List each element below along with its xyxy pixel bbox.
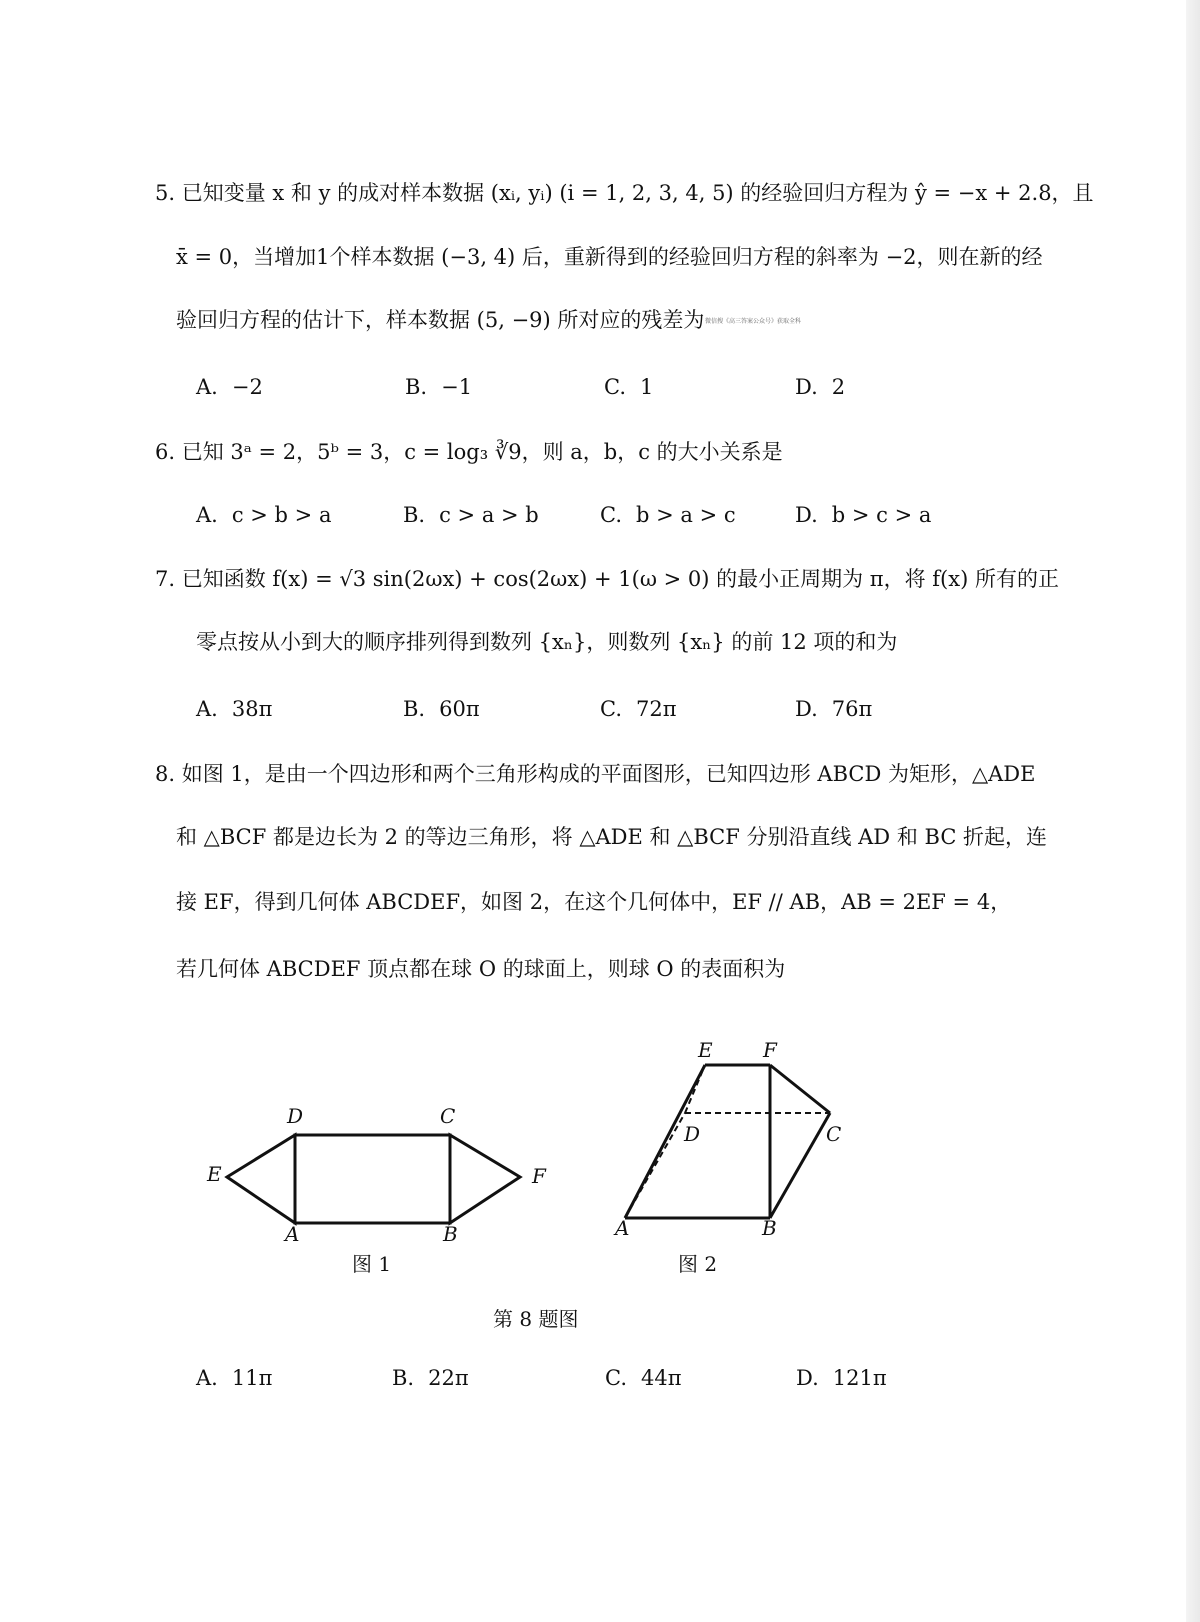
- label-a: A: [615, 1216, 630, 1240]
- q5-option-d: [795, 372, 845, 402]
- label-c: C: [826, 1122, 842, 1146]
- edge-fc: [770, 1065, 830, 1113]
- q8-option-c: [605, 1363, 682, 1393]
- q6-line-1: 6. 已知 3ᵃ = 2，5ᵇ = 3，c = log₃ ∛9，则 a，b，c 的大小关系是: [155, 440, 783, 464]
- q6-option-a: [196, 500, 331, 530]
- edge-bc: [770, 1113, 830, 1218]
- option-letter: C.: [604, 375, 626, 399]
- figure-2-diagram: [610, 1035, 880, 1245]
- option-letter: C.: [600, 503, 622, 527]
- q7-line-2: 零点按从小到大的顺序排列得到数列 {xₙ}，则数列 {xₙ} 的前 12 项的和为: [196, 630, 898, 654]
- label-e: E: [698, 1038, 713, 1062]
- q7-option-d: [795, 694, 872, 724]
- option-letter: A.: [196, 1366, 218, 1390]
- option-text: c > b > a: [231, 503, 332, 527]
- option-letter: B.: [392, 1366, 415, 1390]
- q8-line-1: 8. 如图 1，是由一个四边形和两个三角形构成的平面图形，已知四边形 ABCD 为矩形，△ADE: [155, 762, 1036, 786]
- option-text: 72π: [636, 697, 677, 721]
- label-d: D: [684, 1122, 701, 1146]
- label-d: D: [287, 1104, 304, 1128]
- label-a: A: [285, 1222, 300, 1246]
- option-text: 11π: [231, 1366, 273, 1390]
- option-letter: C.: [605, 1366, 627, 1390]
- figure-1: [195, 1095, 575, 1255]
- option-text: b > a > c: [636, 503, 736, 527]
- option-text: 1: [640, 375, 654, 399]
- q5-option-b: [405, 372, 472, 402]
- figure-1-diagram: [195, 1095, 575, 1255]
- q5-option-a: [196, 372, 263, 402]
- figure-1-caption: 图 1: [352, 1252, 392, 1276]
- q6-option-b: [403, 500, 539, 530]
- q7-option-a: [196, 694, 272, 724]
- triangle-ade: [227, 1135, 295, 1223]
- q8-option-b: [392, 1363, 469, 1393]
- label-b: B: [762, 1216, 777, 1240]
- rectangle-abcd: [295, 1135, 450, 1223]
- option-text: −1: [441, 375, 473, 399]
- triangle-bcf: [450, 1135, 520, 1223]
- q5-line-1: 5. 已知变量 x 和 y 的成对样本数据 (xᵢ, yᵢ) (i = 1, 2, 3, 4, 5) 的经验回归方程为 ŷ = −x + 2.8，且: [155, 181, 1094, 205]
- option-letter: D.: [795, 697, 818, 721]
- figure-2-caption: 图 2: [678, 1252, 718, 1276]
- label-e: E: [207, 1162, 222, 1186]
- q7-line-1: 7. 已知函数 f(x) = √3 sin(2ωx) + cos(2ωx) + 1(ω > 0) 的最小正周期为 π，将 f(x) 所有的正: [155, 567, 1059, 591]
- q8-option-a: [196, 1363, 272, 1393]
- label-c: C: [440, 1104, 456, 1128]
- label-b: B: [443, 1222, 458, 1246]
- option-text: −2: [231, 375, 263, 399]
- option-letter: B.: [405, 375, 428, 399]
- option-letter: B.: [403, 697, 426, 721]
- page-edge-shadow: [1186, 0, 1200, 1622]
- option-text: b > c > a: [831, 503, 932, 527]
- q7-option-b: [403, 694, 480, 724]
- q5-line-3: 验回归方程的估计下，样本数据 (5, −9) 所对应的残差为: [176, 308, 705, 332]
- q5-option-c: [604, 372, 653, 402]
- q8-line-3: 接 EF，得到几何体 ABCDEF，如图 2，在这个几何体中，EF // AB，AB = 2EF = 4，: [176, 890, 1012, 914]
- option-letter: C.: [600, 697, 622, 721]
- q5-line-2: x̄ = 0，当增加1个样本数据 (−3, 4) 后，重新得到的经验回归方程的斜率为 −2，则在新的经: [176, 245, 1043, 269]
- option-letter: A.: [196, 375, 218, 399]
- option-letter: D.: [795, 503, 818, 527]
- figure-2: [610, 1035, 880, 1245]
- label-f: F: [763, 1038, 777, 1062]
- option-letter: D.: [795, 375, 818, 399]
- option-letter: B.: [403, 503, 426, 527]
- option-text: 2: [831, 375, 846, 399]
- option-text: 60π: [439, 697, 480, 721]
- option-text: 76π: [831, 697, 873, 721]
- label-f: F: [532, 1164, 546, 1188]
- q7-option-c: [600, 694, 677, 724]
- q8-line-2: 和 △BCF 都是边长为 2 的等边三角形，将 △ADE 和 △BCF 分别沿直线 AD 和 BC 折起，连: [176, 825, 1048, 849]
- q6-option-d: [795, 500, 931, 530]
- q8-line-4: 若几何体 ABCDEF 顶点都在球 O 的球面上，则球 O 的表面积为: [176, 957, 786, 981]
- option-letter: A.: [196, 503, 218, 527]
- q8-option-d: [796, 1363, 887, 1393]
- watermark-note: 微信搜《高三答案公众号》获取全科: [705, 318, 802, 325]
- option-text: 44π: [641, 1366, 682, 1390]
- option-text: 38π: [231, 697, 273, 721]
- option-letter: A.: [196, 697, 218, 721]
- option-text: 121π: [832, 1366, 887, 1390]
- option-text: c > a > b: [439, 503, 539, 527]
- option-text: 22π: [428, 1366, 469, 1390]
- q6-option-c: [600, 500, 736, 530]
- figure-caption: 第 8 题图: [493, 1307, 579, 1331]
- option-letter: D.: [796, 1366, 819, 1390]
